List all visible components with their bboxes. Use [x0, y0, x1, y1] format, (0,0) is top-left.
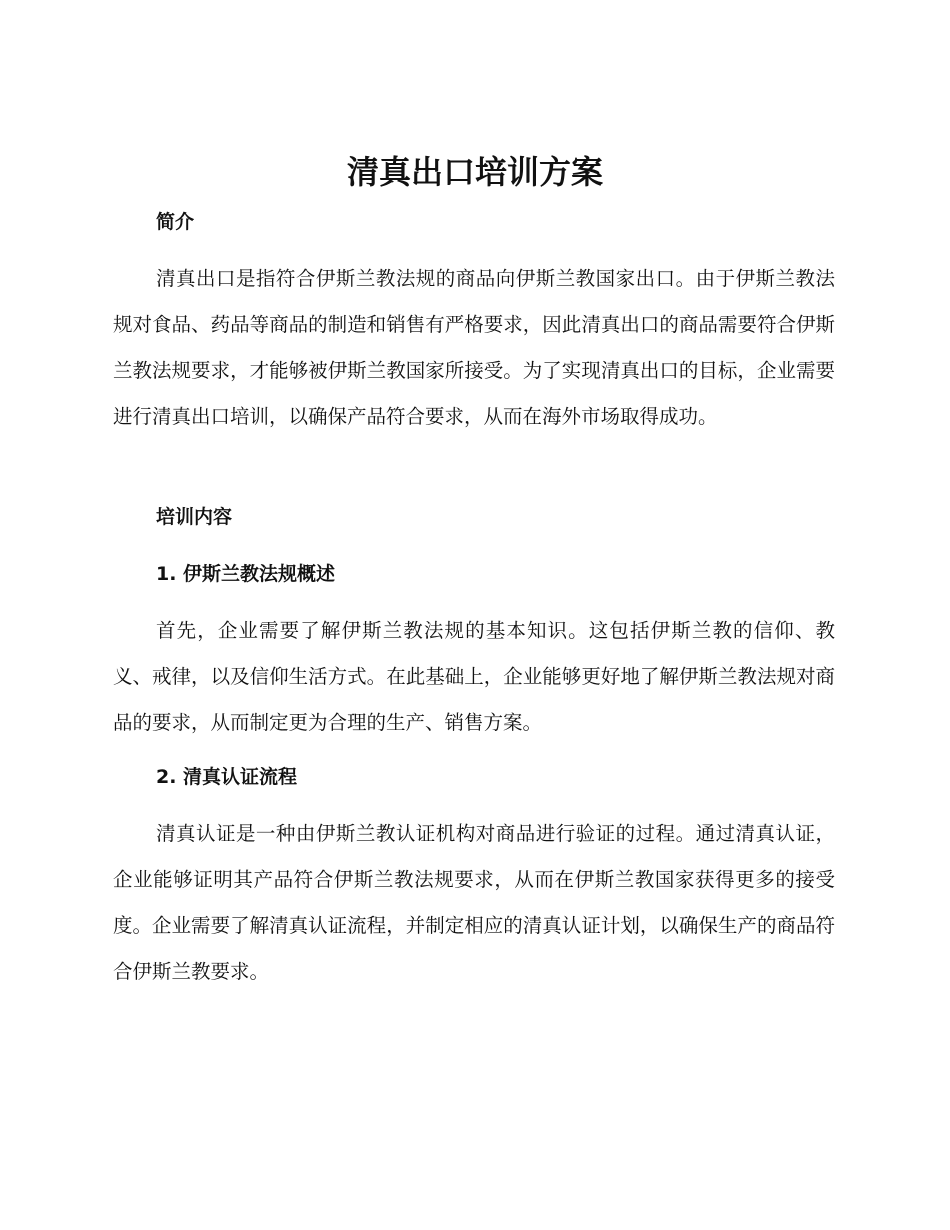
section-heading-training-content: 培训内容	[156, 506, 233, 528]
document-title: 清真出口培训方案	[346, 153, 603, 191]
paragraph-halal-certification: 清真认证是一种由伊斯兰教认证机构对商品进行验证的过程。通过清真认证，企业能够证明其产品符合伊斯兰教法规要求，从而在伊斯兰教国家获得更多的接受度。企业需要了解清真认证流程，并制定相应的清真认证计划，以确保生产的商品符合伊斯兰教要求。	[113, 822, 835, 983]
paragraph-islamic-law-overview: 首先，企业需要了解伊斯兰教法规的基本知识。这包括伊斯兰教的信仰、教义、戒律，以及信仰生活方式。在此基础上，企业能够更好地了解伊斯兰教法规对商品的要求，从而制定更为合理的生产、销售方案。	[113, 619, 835, 734]
section-heading-intro: 简介	[156, 211, 195, 233]
section-heading-islamic-law-overview: 1. 伊斯兰教法规概述	[156, 563, 336, 585]
paragraph-intro: 清真出口是指符合伊斯兰教法规的商品向伊斯兰教国家出口。由于伊斯兰教法规对食品、药品等商品的制造和销售有严格要求，因此清真出口的商品需要符合伊斯兰教法规要求，才能够被伊斯兰教国家所接受。为了实现清真出口的目标，企业需要进行清真出口培训，以确保产品符合要求，从而在海外市场取得成功。	[113, 267, 835, 428]
section-heading-halal-certification: 2. 清真认证流程	[156, 766, 298, 788]
